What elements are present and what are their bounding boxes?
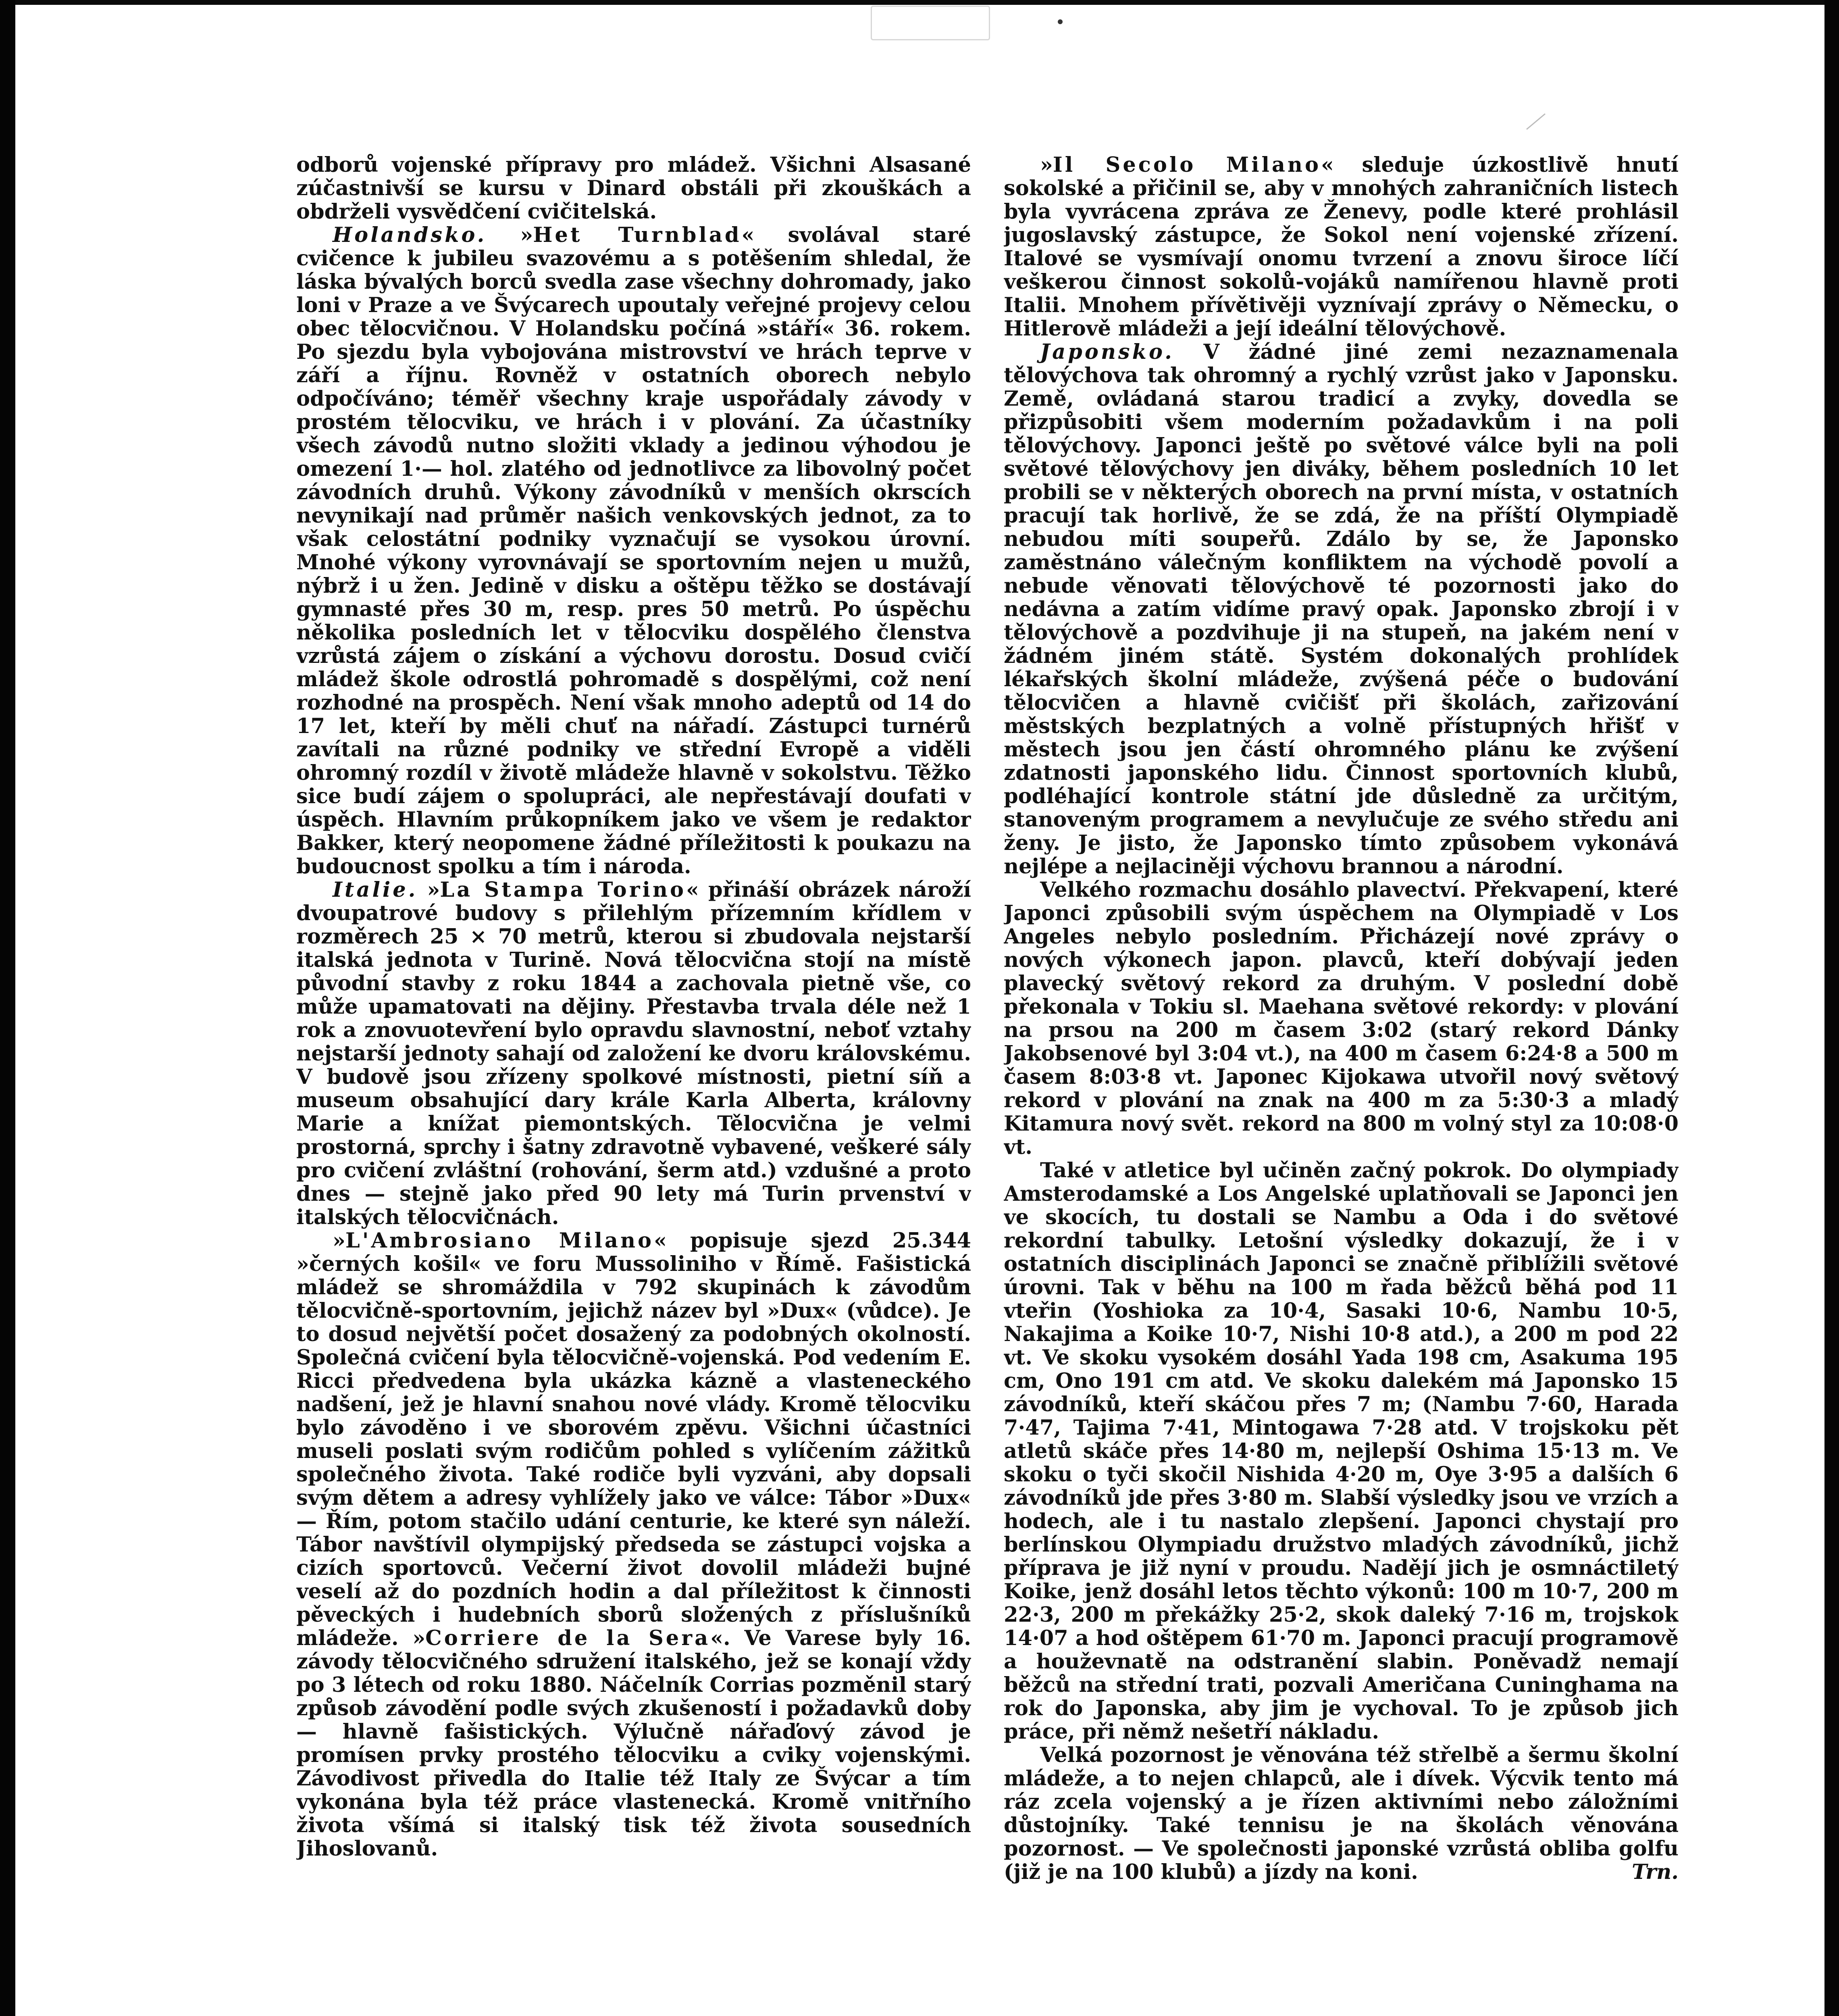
faded-stamp-mark [871, 6, 990, 40]
quote-open: » [333, 1229, 345, 1253]
quote-open: » [520, 223, 533, 247]
periodical-title: Corriere de la Sera [425, 1626, 711, 1650]
paragraph-body: « přináší obrázek nároží dvoupatrové budovy s přilehlým přízemním křídlem v rozměrech 25 × 70 metrů, kterou si zbudovala nejstarší italská jednota v Turině. Nová tělocvična stojí na místě původní stavby z roku 1844 a zachovala pietně vše, co může upamatovati na dějiny. Přestavba trvala déle než 1 rok a znovuotevření bylo opravdu slavnostní, neboť vztahy nejstarší jednoty sahají od založení ke dvoru královskému. V budově jsou zřízeny spolkové místnosti, pietní síň a museum obsahující dary krále Karla Alberta, královny Marie a knížat piemontských. Tělocvična je velmi prostorná, sprchy i šatny zdravotně vybavené, veškeré sály pro cvičení zvláštní (rohování, šerm atd.) vzdušné a proto dnes — stejně jako před 90 lety má Turin prvenství v italských tělocvičnách. [296, 878, 971, 1229]
paragraph-holandsko [296, 223, 971, 878]
paragraph-ambrosiano [296, 1229, 971, 1860]
section-heading-italie: Italie. [333, 878, 418, 902]
paragraph-athletics: Také v atletice byl učiněn začný pokrok. Do olympiady Amsterodamské a Los Angelské uplatňovali se Japonci jen ve skocích, tu dostali se Nambu a Oda i do světové rekordní tabulky. Letošní výsledky dokazují, že i v ostatních disciplinách Japonci se značně přiblížili světové úrovni. Tak v běhu na 100 m řada běžců běhá pod 11 vteřin (Yoshioka za 10·4, Sasaki 10·6, Nambu 10·5, Nakajima a Koike 10·7, Nishi 10·8 atd.), a 200 m pod 22 vt. Ve skoku vysokém dosáhl Yada 198 cm, Asakuma 195 cm, Ono 191 cm atd. Ve skoku dalekém má Japonsko 15 závodníků, kteří skáčou přes 7 m; (Nambu 7·60, Harada 7·47, Tajima 7·41, Mintogawa 7·28 atd. V trojskoku pět atletů skáče přes 14·80 m, nejlepší Oshima 15·13 m. Ve skoku o tyči skočil Nishida 4·20 m, Oye 3·95 a dalších 6 závodníků jde přes 3·80 m. Slabší výsledky jsou ve vrzích a hodech, ale i tu nastalo zlepšení. Japonci chystají pro berlínskou Olympiadu družstvo mladých závodníků, jichž příprava je již nyní v proudu. Nadějí jich je osmnáctiletý Koike, jenž dosáhl letos těchto výkonů: 100 m 10·7, 200 m 22·3, 200 m překážky 25·2, skok daleký 7·16 m, trojskok 14·07 a hod oštěpem 61·70 m. Japonci pracují programově a houževnatě na odstranění slabin. Poněvadž nemají běžců na střední trati, pozvali Američana Cuninghama na rok do Japonska, aby jim je vychoval. To je způsob jich práce, při němž nešetří nákladu. [1004, 1158, 1679, 1744]
paragraph-secolo [1004, 153, 1679, 340]
periodical-title: La Stampa Torino [440, 878, 687, 902]
paragraph-shooting [1004, 1743, 1679, 1884]
paragraph-body: « sleduje úzkostlivě hnutí sokolské a přičinil se, aby v mnohých zahraničních listech byla vyvrácena zpráva ze Ženevy, podle které prohlásil jugoslavský zástupce, že Sokol není vojenské zřízení. Italové se vysmívají onomu tvrzení a znovu široce líčí veškerou činnost sokolů-vojáků namířenou hlavně proti Italii. Mnohem přívětivěji vyznívají zprávy o Německu, o Hitlerově mládeži a její ideální tělovýchově. [1004, 153, 1679, 341]
quote-open: » [1040, 153, 1053, 177]
pencil-mark [1526, 113, 1546, 130]
periodical-title: Het Turnblad [533, 223, 742, 247]
section-heading-holandsko: Holandsko. [333, 223, 487, 247]
scan-edge-right [1824, 0, 1839, 2016]
paragraph-body: V žádné jiné zemi nezaznamenala tělovýchova tak ohromný a rychlý vzrůst jako v Japonsku. Země, ovládaná starou tradicí a zvyky, dovedla se přizpůsobiti všem moderním požadavkům i na poli tělovýchovy. Japonci ještě po světové válce byli na poli světové tělovýchovy jen diváky, během posledních 10 let probili se v některých oborech na první místa, v ostatních pracují tak horlivě, že se zdá, že na příští Olympiadě nebudou míti soupeřů. Zdálo by se, že Japonsko zaměstnáno válečným konfliktem na východě povolí a nebude věnovati tělovýchově té pozornosti jako do nedávna a zatím vidíme pravý opak. Japonsko zbrojí i v tělovýchově a pozdvihuje ji na stupeň, na jakém není v žádném jiném státě. Systém dokonalých prohlídek lékařských školní mládeže, zvýšená péče o budování tělocvičen a hlavně cvičišť při školách, zařizování městských bezplatných a volně přístupných hřišť v městech jsou jen částí ohromného plánu ke zvýšení zdatnosti japonského lidu. Činnost sportovních klubů, podléhající kontrole státní jde důsledně za určitým, stanoveným programem a nevylučuje ze svého středu ani ženy. Je jisto, že Japonsko tímto způsobem vykonává nejlépe a nejlaciněji výchovu brannou a národní. [1004, 340, 1679, 879]
scan-edge-left [0, 0, 15, 2016]
right-column [1004, 153, 1679, 1984]
paragraph-body: « svolával staré cvičence k jubileu svazovému a s potěšením shledal, že láska bývalých borců svedla zase všechny dohromady, jako loni v Praze a ve Švýcarech upoutaly veřejné projevy celou obec tělocvičnou. V Holandsku počíná »stáří« 36. rokem. Po sjezdu byla vybojována mistrovství ve hrách teprve v září a říjnu. Rovněž v ostatních oborech nebylo odpočíváno; téměř všechny kraje uspořádaly závody v prostém tělocviku, ve hrách i v plování. Za účastníky všech závodů nutno složiti vklady a jedinou výhodou je omezení 1·— hol. zlatého od jednotlivce za libovolný počet závodních druhů. Výkony závodníků v menších okrscích nevynikají nad průměr našich venkovských jednot, za to však celostátní podniky vyznačují se vysokou úrovní. Mnohé výkony vyrovnávají se sportovním nejen u mužů, nýbrž i u žen. Jedině v disku a oštěpu těžko se dostávají gymnasté přes 30 m, resp. pres 50 metrů. Po úspěchu několika posledních let v tělocviku dospělého členstva vzrůstá zájem o získání a výchovu dorostu. Dosud cvičí mládež škole odrostlá pohromadě s dospělými, což není rozhodné na prospěch. Není však mnoho adeptů od 14 do 17 let, kteří by měli chuť na nářadí. Zástupci turnérů zavítali na různé podniky ve střední Evropě a viděli ohromný rozdíl v životě mládeže hlavně v sokolstvu. Těžko sice budí zájem o spolupráci, ale nepřestávají doufati v úspěch. Hlavním průkopníkem jako ve všem je redaktor Bakker, který neopomene žádné příležitosti k poukazu na budoucnost spolku a tím i národa. [296, 223, 971, 879]
paragraph-continuation: odborů vojenské přípravy pro mládež. Všichni Alsasané zúčastnivší se kursu v Dinard obstáli při zkouškách a obdrželi vysvědčení cvičitelská. [296, 153, 971, 224]
periodical-title: L'Ambrosiano Milano [345, 1229, 654, 1253]
paragraph-italie [296, 878, 971, 1229]
paragraph-japonsko [1004, 340, 1679, 878]
quote-open: » [427, 878, 440, 902]
ink-dot [1058, 19, 1063, 24]
left-column [296, 153, 971, 1984]
paragraph-body: Velká pozornost je věnována též střelbě a šermu školní mládeže, a to nejen chlapců, ale i dívek. Výcvik tento má ráz zcela vojenský a je řízen aktivními nebo záložními důstojníky. Také tennisu je na školách věnována pozornost. — Ve společnosti japonské vzrůstá obliba golfu (již je na 100 klubů) a jízdy na koni. [1004, 1743, 1679, 1884]
paragraph-body: « popisuje sjezd 25.344 »černých košil« ve foru Mussoliniho v Římě. Fašistická mládež se shromáždila v 792 skupinách k závodům tělocvičně-sportovním, jejichž název byl »Dux« (vůdce). Je to dosud největší počet dosažený za podobných okolností. Společná cvičení byla tělocvičně-vojenská. Pod vedením E. Ricci předvedena byla ukázka kázně a vlasteneckého nadšení, jež je hlavní snahou nové vlády. Kromě tělocviku bylo závoděno i ve sborovém zpěvu. Všichni účastníci museli poslati svým rodičům pohled s vylíčením zážitků společného života. Také rodiče byli vyzváni, aby dopsali svým dětem a adresy vyhlížely jako ve válce: Tábor »Dux« — Řím, potom stačilo udání centurie, ke které syn náleží. Tábor navštívil olympijský předseda se zástupci vojska a cizích sportovců. Večerní život dovolil mládeži bujné veselí až do pozdních hodin a dal příležitost k činnosti pěveckých i hudebních sborů složených z příslušníků mládeže. » [296, 1229, 971, 1650]
scan-edge-top [15, 0, 1824, 5]
paragraph-body: «. Ve Varese byly 16. závody tělocvičného sdružení italského, jež se konají vždy po 3 létech od roku 1880. Náčelník Corrias pozměnil starý způsob závodění podle svých zkušeností i požadavků doby — hlavně fašistických. Výlučně nářaďový závod je promísen prvky prostého tělocviku a cviky vojenskými. Závodivost přivedla do Italie též Italy ze Švýcar a tím vykonána byla též práce vlastenecká. Kromě vnitřního života všímá si italský tisk též života sousedních Jihoslovanů. [296, 1626, 971, 1861]
section-heading-japonsko: Japonsko. [1040, 340, 1174, 364]
paragraph-swimming: Velkého rozmachu dosáhlo plavectví. Překvapení, které Japonci způsobili svým úspěchem na Olympiadě v Los Angeles nebylo posledním. Přicházejí nové zprávy o nových výkonech japon. plavců, kteří dobývají jeden plavecký světový rekord za druhým. V poslední době překonala v Tokiu sl. Maehana světové rekordy: v plování na prsou na 200 m časem 3:02 (starý rekord Dánky Jakobsenové byl 3:04 vt.), na 400 m časem 6:24·8 a 500 m časem 8:03·8 vt. Japonec Kijokawa utvořil nový světový rekord v plování na znak na 400 m za 5:30·3 a mladý Kitamura nový svět. rekord na 800 m volný styl za 10:08·0 vt. [1004, 878, 1679, 1159]
periodical-title: Il Secolo Milano [1053, 153, 1321, 177]
author-signature: Trn. [1632, 1860, 1679, 1884]
